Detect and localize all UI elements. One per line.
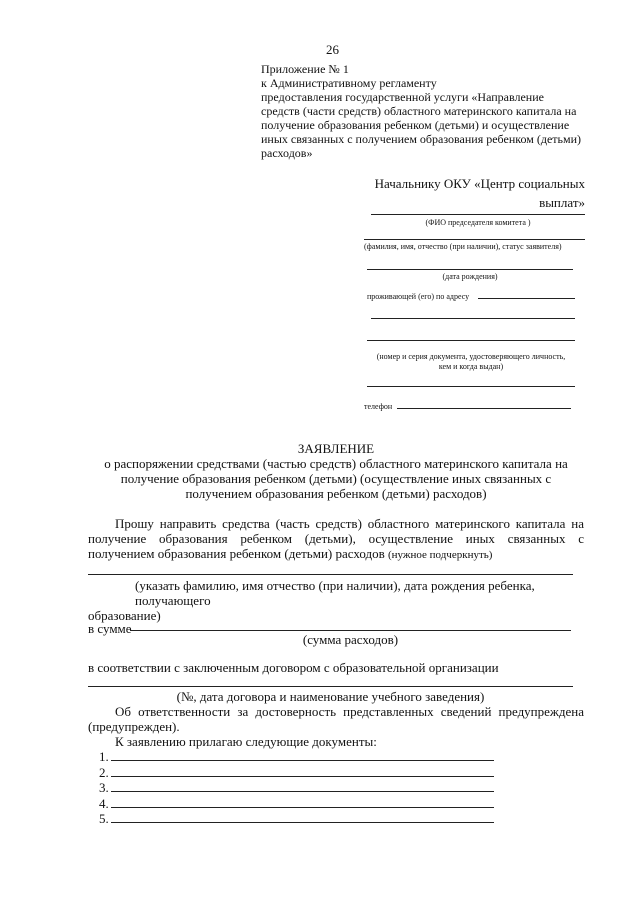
attachment-line (111, 760, 494, 761)
contract-line (88, 686, 573, 687)
attachment-line (111, 791, 494, 792)
attachment-line (111, 776, 494, 777)
appendix-line: к Административному регламенту (261, 76, 437, 90)
page-number: 26 (326, 42, 339, 57)
appendix-line: расходов» (261, 146, 313, 160)
address-line-2 (371, 318, 575, 319)
address-line-1 (478, 298, 575, 299)
child-caption-line-1: (указать фамилию, имя отчество (при наличии), дата рождения ребенка, получающего (135, 578, 535, 608)
responsibility-line-2: (предупрежден). (88, 719, 180, 734)
attachment-number: 5. (99, 811, 109, 826)
statement-subtitle (88, 456, 584, 501)
addressee-line-2: выплат» (539, 195, 585, 210)
chairman-name-line (371, 214, 585, 215)
extra-line (367, 386, 575, 387)
child-caption-line-2: образование) (88, 608, 161, 623)
sum-label: в сумме (88, 621, 132, 636)
phone-label: телефон (364, 402, 393, 411)
child-info-line (88, 574, 573, 575)
applicant-name-line (364, 239, 585, 240)
request-line-3 (88, 546, 584, 563)
attachment-number: 2. (99, 765, 109, 780)
sum-caption: (сумма расходов) (302, 632, 399, 647)
sum-line (130, 630, 571, 631)
attachment-line (111, 807, 494, 808)
attachment-number: 4. (99, 796, 109, 811)
addressee-line-1: Начальнику ОКУ «Центр социальных (374, 176, 585, 191)
document-caption (362, 352, 580, 372)
document-line (367, 340, 575, 341)
statement-subtitle-line-3: получением образования ребенком (детьми) расходов) (185, 486, 487, 501)
birthdate-caption: (дата рождения) (442, 272, 498, 281)
contract-caption: (№, дата договора и наименование учебного заведения) (176, 689, 485, 704)
address-label: проживающей (его) по адресу (367, 292, 470, 301)
responsibility-line-1: Об ответственности за достоверность представленных сведений предупреждена (115, 704, 584, 719)
child-caption (88, 578, 588, 623)
attachment-number: 1. (99, 749, 109, 764)
statement-title: ЗАЯВЛЕНИЕ (297, 441, 375, 456)
appendix-line: средств (части средств) областного материнского капитала на (261, 104, 577, 118)
statement-subtitle-line-2: получение образования ребенком (детьми) (осуществление иных связанных с (120, 471, 552, 486)
applicant-caption: (фамилия, имя, отчество (при наличии), статус заявителя) (364, 242, 562, 251)
document-caption-line-2: кем и когда выдан) (438, 362, 504, 371)
request-note: (нужное подчеркнуть) (387, 549, 493, 561)
appendix-line: предоставления государственной услуги «Направление (261, 90, 544, 104)
birthdate-line (367, 269, 573, 270)
phone-line (397, 408, 571, 409)
contract-text: в соответствии с заключенным договором с образовательной организации (88, 660, 499, 675)
attachment-line (111, 822, 494, 823)
appendix-line: получение образования ребенком (детьми) и осуществление (261, 118, 570, 132)
addressee (371, 176, 585, 210)
request-line-2: получение образования ребенком (детьми), осуществление иных связанных с (88, 531, 584, 546)
attachment-number: 3. (99, 780, 109, 795)
attachments-intro: К заявлению прилагаю следующие документы: (115, 734, 377, 749)
request-line-3-text: получением образования ребенком (детьми) расходов (88, 546, 385, 561)
appendix-title: Приложение № 1 (261, 62, 349, 76)
chairman-caption: (ФИО председателя комитета ) (425, 218, 531, 227)
appendix-block (261, 62, 601, 160)
request-line-1: Прошу направить средства (часть средств) областного материнского капитала на (115, 516, 584, 531)
document-caption-line-1: (номер и серия документа, удостоверяющего личность, (376, 352, 566, 361)
statement-subtitle-line-1: о распоряжении средствами (частью средств) областного материнского капитала на (104, 456, 568, 471)
appendix-line: иных связанных с получением образования ребенком (детьми) (261, 132, 581, 146)
